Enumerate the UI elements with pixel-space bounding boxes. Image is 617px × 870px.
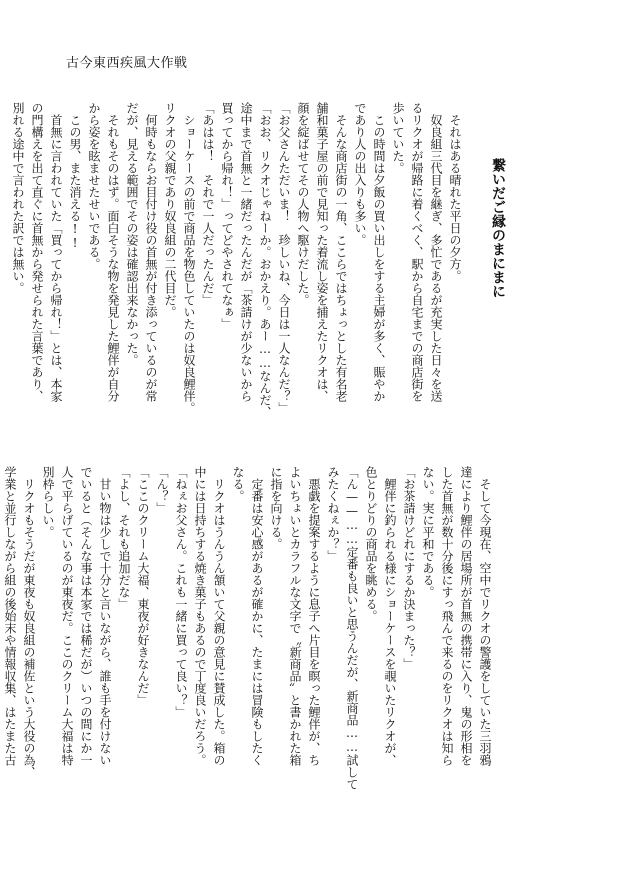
text-line: 舗和菓子屋の前で見知った着流し姿を捕えたリクオは、 bbox=[315, 102, 329, 402]
text-line: の門構えを出て直ぐに首無から発せられた言葉であり、 bbox=[30, 102, 44, 402]
text-line: 「よし、それも追加だな」 bbox=[117, 466, 131, 610]
text-line: 何時もならお目付け役の首無が付き添っているのが常 bbox=[144, 102, 158, 402]
text-line: 別枠らしい。 bbox=[41, 466, 55, 538]
text-line: みたくねぇか？」 bbox=[326, 466, 340, 562]
text-line: 首無に言われていた「買ってから帰れ！」とは、本家 bbox=[49, 102, 63, 402]
text-line: この男、また消える!! bbox=[68, 102, 82, 250]
text-line: 学業と並行しながら組の後始末や情報収集、はたまた古 bbox=[3, 466, 17, 766]
lower-text-block bbox=[3, 466, 532, 816]
text-line: 達により鯉伴の居場所が首無の携帯に入り、鬼の形相を bbox=[459, 466, 473, 766]
text-line: だが、見える範囲でその姿は確認出来なかった。 bbox=[125, 102, 139, 366]
text-line: 色とりどりの商品を眺める。 bbox=[364, 466, 378, 622]
series-title: 古今東西疾風大作戦 bbox=[66, 56, 188, 71]
text-line: 歩いていた。 bbox=[391, 102, 405, 174]
text-line: でいると（そんな事は本家では稀だが）いつの間にか一 bbox=[79, 466, 93, 766]
text-line: 「お茶請けどれにするか決まった？」 bbox=[402, 466, 416, 670]
text-line: リクオの父親であり奴良組の二代目だ。 bbox=[163, 102, 177, 318]
text-line: 奴良組三代目を継ぎ、多忙であるが充実した日々を送 bbox=[429, 102, 443, 402]
text-line: この時間は夕飯の買い出しをする主婦が多く、賑やか bbox=[372, 102, 386, 402]
text-line: 顔を綻ばせてその人物へ駆けだした。 bbox=[296, 102, 310, 306]
text-line: それもそのはず。面白そうな物を発見した鯉伴が自分 bbox=[106, 102, 120, 402]
text-line: 買ってから帰れ！」ってどやされてなぁ」 bbox=[220, 102, 234, 330]
text-line: リクオはうんうん頷いて父親の意見に賛成した。箱の bbox=[212, 466, 226, 766]
text-line: リクオもそうだが東夜も奴良組の補佐という大役の為、 bbox=[22, 466, 36, 778]
text-line: そして今現在、空中でリクオの警護をしていた三羽鴉 bbox=[478, 466, 492, 766]
text-line: それはある晴れた平日の夕方。 bbox=[448, 102, 462, 282]
text-line: 「お父さんただいま！ 珍しいね、今日は一人なんだ？」 bbox=[277, 102, 291, 414]
text-line: なる。 bbox=[231, 466, 245, 502]
lower-paragraphs bbox=[0, 466, 494, 816]
text-line: 途中まで首無と一緒だったんだが「茶請けが少ないから bbox=[239, 102, 253, 402]
upper-text-block bbox=[11, 102, 532, 418]
text-line: 人で平らげているのが東夜だ。ここのクリーム大福は特 bbox=[60, 466, 74, 766]
text-line: 悪戯を提案するように息子へ片目を瞑った鯉伴が、ち bbox=[307, 466, 321, 766]
chapter-title: 繋いだご縁のまにまに bbox=[490, 158, 506, 298]
text-line: 定番は安心感があるが確かに、たまには冒険もしたく bbox=[250, 466, 264, 766]
text-line: 別れる途中で言われた訳では無い。 bbox=[11, 102, 25, 294]
text-line: そんな商店街の一角、ここらではちょっとした有名老 bbox=[334, 102, 348, 402]
text-line: 「おお、リクオじゃねーか。おかえり。あー……なんだ、 bbox=[258, 102, 272, 418]
text-line: 「ん？」 bbox=[155, 466, 169, 514]
text-line: に指を向ける。 bbox=[269, 466, 283, 550]
text-line: 「あはは！ それで一人だったんだ」 bbox=[201, 102, 215, 306]
text-line: ない。実に平和である。 bbox=[421, 466, 435, 598]
text-line: 「ねぇお父さん。これも一緒に買って良い？」 bbox=[174, 466, 188, 718]
text-line: から姿を眩ませたせいである。 bbox=[87, 102, 101, 270]
text-line: ショーケースの前で商品を物色していたのは奴良鯉伴。 bbox=[182, 102, 196, 414]
text-line: るリクオが帰路に着くべく、駅から自宅までの商店街を bbox=[410, 102, 424, 402]
text-line: 「ん——……定番も良いと思うんだが、新商品……試して bbox=[345, 466, 359, 790]
text-line: よいちょいとカラフルな文字で〝新商品〟と書かれた箱 bbox=[288, 466, 302, 766]
text-line: であり人の出入りも多い。 bbox=[353, 102, 367, 246]
text-line: 鯉伴に釣られる様にショーケースを覗いたリクオが、 bbox=[383, 466, 397, 766]
upper-paragraphs bbox=[8, 102, 464, 418]
text-line: 甘い物は少しで十分と言いながら、誰も手を付けない bbox=[98, 466, 112, 766]
text-line: した首無が数十分後にすっ飛んで来るのをリクオは知ら bbox=[440, 466, 454, 766]
text-line: 「ここのクリーム大福、東夜が好きなんだ」 bbox=[136, 466, 150, 706]
text-line: 中には日持ちする焼き菓子もあるので丁度良いだろう。 bbox=[193, 466, 207, 766]
